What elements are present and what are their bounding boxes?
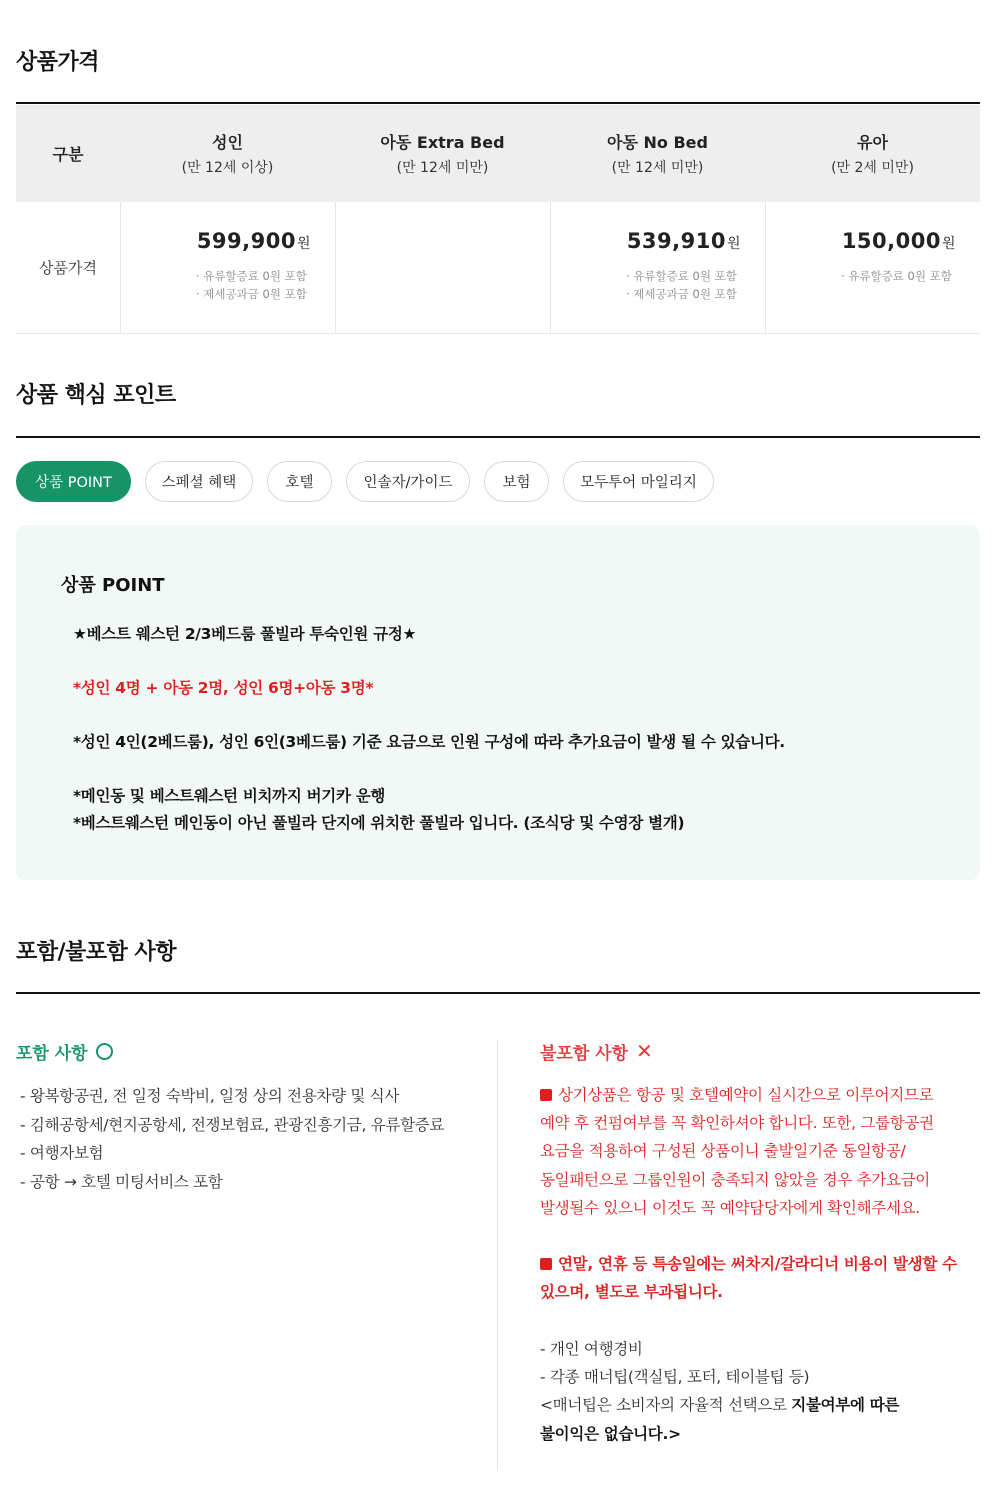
price-table-row — [16, 202, 980, 334]
list-item: - 왕복항공권, 전 일정 숙박비, 일정 상의 전용차량 및 식사 — [20, 1087, 399, 1105]
point-line-highlight: *성인 4명 + 아동 2명, 성인 6명+아동 3명* — [73, 679, 374, 697]
tab-mileage[interactable]: 모두투어 마일리지 — [563, 461, 714, 502]
included-title-text: 포함 사항 — [16, 1043, 88, 1064]
won-unit: 원 — [296, 236, 311, 252]
price-table — [16, 105, 980, 334]
header-sublabel: (만 12세 미만) — [611, 160, 704, 176]
header-label: 성인 — [212, 133, 243, 152]
header-sublabel: (만 12세 이상) — [181, 160, 274, 176]
price-cell-child-extra-bed — [335, 202, 550, 333]
header-category — [16, 105, 120, 202]
surcharge-notice: 연말, 연휴 등 특송일에는 써차지/갈라디너 비용이 발생할 수 있으며, 별도로 부과됩니다. — [540, 1255, 957, 1302]
price-note: · 제세공과금 0원 포함 — [626, 287, 737, 301]
list-item: - 여행자보험 — [20, 1144, 104, 1162]
circle-icon — [96, 1043, 113, 1060]
points-section-title: 상품 핵심 포인트 — [16, 383, 176, 408]
header-child-extra-bed — [335, 105, 550, 202]
header-child-no-bed — [550, 105, 765, 202]
price-value: 150,000원 — [841, 229, 956, 253]
tab-product-point[interactable]: 상품 POINT — [16, 461, 131, 502]
booking-notice: 상기상품은 항공 및 호텔예약이 실시간으로 이루어지므로 예약 후 컨펌여부를 꼭 확인하셔야 합니다. 또한, 그룹항공권 요금을 적용하여 구성된 상품이니 출발일기준 동일항공/ 동일패턴으로 그룹인원이 충족되지 않았을 경우 추가요금이 발생될수 있으니 이것도 꼭 예약담당자에게 확인해주세요. — [540, 1086, 934, 1217]
divider — [16, 436, 980, 438]
price-note: · 유류할증료 0원 포함 — [841, 269, 952, 283]
tab-guide[interactable]: 인솔자/가이드 — [346, 461, 470, 502]
included-column — [16, 1040, 486, 1196]
price-cell-infant — [765, 202, 980, 333]
red-square-bullet-icon — [540, 1258, 552, 1270]
header-label: 구분 — [52, 145, 84, 164]
point-line: ★베스트 웨스턴 2/3베드룸 풀빌라 투숙인원 규정★ — [73, 625, 417, 643]
point-line: *성인 4인(2베드룸), 성인 6인(3베드룸) 기준 요금으로 인원 구성에 따라 추가요금이 발생 될 수 있습니다. — [73, 733, 785, 751]
column-divider — [497, 1040, 498, 1470]
list-item: - 개인 여행경비 — [540, 1340, 643, 1358]
close-x-icon: ✕ — [636, 1039, 653, 1063]
price-note: · 유류할증료 0원 포함 — [626, 269, 737, 283]
point-tabs — [16, 461, 714, 502]
list-item: - 공항 → 호텔 미팅서비스 포함 — [20, 1172, 223, 1191]
row-label-cell — [16, 202, 120, 333]
excluded-title — [540, 1040, 980, 1062]
excluded-title-text: 불포함 사항 — [540, 1043, 629, 1064]
list-item: - 각종 매너팁(객실팁, 포터, 테이블팁 등) — [540, 1368, 810, 1387]
price-value: 539,910원 — [626, 229, 741, 253]
inclusion-section-title: 포함/불포함 사항 — [16, 940, 176, 965]
header-label: 아동 No Bed — [607, 133, 708, 152]
won-unit: 원 — [941, 236, 956, 252]
included-title — [16, 1040, 486, 1062]
tab-insurance[interactable]: 보험 — [484, 461, 549, 502]
price-cell-child-no-bed — [550, 202, 765, 333]
header-label: 아동 Extra Bed — [380, 133, 505, 152]
price-cell-adult — [120, 202, 335, 333]
point-line: *메인동 및 베스트웨스턴 비치까지 버기카 운행 — [73, 787, 386, 805]
excluded-list — [540, 1335, 899, 1448]
header-sublabel: (만 2세 미만) — [831, 160, 914, 176]
header-adult — [120, 105, 335, 202]
header-label: 유아 — [857, 133, 888, 152]
tip-note-cont: 불이익은 없습니다.> — [540, 1424, 681, 1443]
included-list — [16, 1082, 486, 1196]
list-item: - 김해공항세/현지공항세, 전쟁보험료, 관광진흥기금, 유류할증료 — [20, 1115, 445, 1134]
won-unit: 원 — [726, 236, 741, 252]
price-value: 599,900원 — [196, 229, 311, 253]
tip-note: <매너팁은 소비자의 자율적 선택으로 지불여부에 따른 — [540, 1396, 900, 1415]
point-line: *베스트웨스턴 메인동이 아닌 풀빌라 단지에 위치한 풀빌라 입니다. (조식당 및 수영장 별개) — [73, 814, 685, 832]
header-infant — [765, 105, 980, 202]
price-section-title: 상품가격 — [16, 50, 100, 75]
red-square-bullet-icon — [540, 1089, 552, 1101]
point-box-title: 상품 POINT — [61, 575, 165, 596]
price-note: · 제세공과금 0원 포함 — [196, 287, 307, 301]
price-note: · 유류할증료 0원 포함 — [196, 269, 307, 283]
divider — [16, 992, 980, 994]
divider — [16, 102, 980, 104]
header-sublabel: (만 12세 미만) — [396, 160, 489, 176]
point-content-box — [16, 525, 980, 880]
row-label: 상품가격 — [39, 259, 97, 277]
price-table-header — [16, 105, 980, 202]
tab-hotel[interactable]: 호텔 — [267, 461, 332, 502]
excluded-column — [540, 1039, 980, 1443]
tab-special-benefit[interactable]: 스페셜 혜택 — [145, 461, 253, 502]
